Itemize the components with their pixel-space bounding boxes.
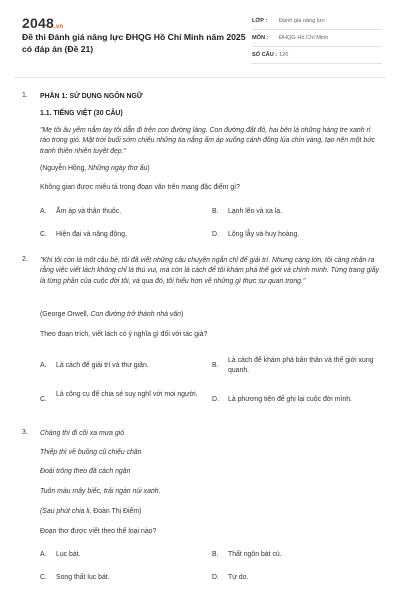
header-divider: [14, 77, 386, 78]
q3-poem-line-1: Chàng thì đi cõi xa mưa gió: [40, 430, 125, 437]
document-page: 2048.vn Đề thi Đánh giá năng lực ĐHQG Hồ Chí Minh năm 2025 có đáp án (Đề 21) LỚP : Đánh giá năng lực MÔN : ĐHQG Hồ Chí Minh SỐ CÂU : 120 1. PHẦN 1: SỬ DỤNG NGÔN NGỮ 1.1. TIẾNG VIỆT (30 CÂU) "Mẹ tôi âu yếm nắm tay tôi dẫn đi trên con đường làng. Con đường đất đỏ, hai bên là những hàng tre xanh rì rào trong gió. Mặt trời buổi sớm chiếu những tia nắng ấm áp xuống cánh đồng lúa chín vàng, tạo nên một bức tranh thiên nhiên tuyệt đẹp." (Nguyễn Hồng, Những ngày thơ ấu) Không gian được miêu tả trong đoạn văn trên mang đặc điểm gì? A. Ấm áp và thân thuộc. B. Lạnh lẽo và xa lạ. C. Hiện đại và năng động. D. Lộng lẫy và huy hoàng. 2. "Khi tôi còn là một cậu bé, tôi đã viết những câu chuyện ngắn chỉ để giải trí. Nhưng càng lớn, tôi càng nhận ra rằng việc viết lách không chỉ là thú vui, mà còn là cách để tôi khám phá thế giới và chính mình. Từng trang giấy là từng phần của cuộc đời tôi, và qua đó, tôi hiểu hơn về những gì thực sự quan trọng." (George Orwell, Con đường trở thành nhà văn) Theo đoạn trích, viết lách có ý nghĩa gì đối với tác giả? A. Là cách để giải trí và thư giãn. B. Là cách để khám phá bản thân và thế giới xung quanh. C. Là công cụ để chia sẻ suy nghĩ với mọi người. D. Là phương tiện để ghi lại cuộc đời mình. 3. Chàng thì đi cõi xa mưa gió Thiếp thì về buồng cũ chiếu chăn Đoái trông theo đã cách ngăn Tuôn màu mây biếc, trải ngàn núi xanh. (Sau phút chia li, Đoàn Thị Điểm) Đoạn thơ được viết theo thể loại nào? A. Lục bát. B. Thất ngôn bát cú. C. Song thất lục bát. D. Tự do.: [0, 0, 400, 600]
meta-key: MÔN :: [252, 35, 269, 41]
meta-table: [252, 13, 382, 64]
q3-number: 3.: [22, 429, 28, 436]
q3-question: Đoạn thơ được viết theo thể loại nào?: [40, 528, 157, 535]
meta-row-subject: [252, 30, 382, 47]
q2-number: 2.: [22, 256, 28, 263]
section-subtitle: 1.1. TIẾNG VIỆT (30 CÂU): [40, 110, 123, 117]
q2-question: Theo đoạn trích, viết lách có ý nghĩa gì đối với tác giả?: [40, 331, 208, 338]
meta-key: SỐ CÂU :: [252, 52, 278, 58]
q1-source: (Nguyễn Hồng, Những ngày thơ ấu): [40, 165, 150, 172]
meta-row-class: [252, 13, 382, 30]
site-logo[interactable]: 2048.vn: [22, 15, 64, 31]
q3-poem-line-4: Tuôn màu mây biếc, trải ngàn núi xanh.: [40, 488, 161, 495]
meta-value: 120: [279, 52, 289, 58]
q1-question: Không gian được miêu tả trong đoạn văn trên mang đặc điểm gì?: [40, 184, 240, 191]
section-number: 1.: [22, 92, 28, 99]
q3-poem-line-2: Thiếp thì về buồng cũ chiếu chăn: [40, 449, 142, 456]
q1-passage: "Mẹ tôi âu yếm nắm tay tôi dẫn đi trên con đường làng. Con đường đất đỏ, hai bên là những hàng tre xanh rì rào trong gió. Mặt trời buổi sớm chiếu những tia nắng ấm áp xuống cánh đồng lúa chín vàng, tạo nên một bức tranh thiên nhiên tuyệt đẹp.": [40, 127, 376, 155]
document-header: [0, 0, 400, 74]
meta-value: Đánh giá năng lực: [279, 18, 325, 24]
meta-row-count: [252, 47, 382, 64]
meta-value: ĐHQG Hồ Chí Minh: [279, 35, 329, 41]
q3-source: (Sau phút chia li, Đoàn Thị Điểm): [40, 508, 142, 515]
meta-key: LỚP :: [252, 18, 268, 24]
q3-poem-line-3: Đoái trông theo đã cách ngăn: [40, 468, 131, 475]
document-title: Đề thi Đánh giá năng lực ĐHQG Hồ Chí Minh năm 2025 có đáp án (Đề 21): [22, 32, 246, 54]
q2-passage: "Khi tôi còn là một cậu bé, tôi đã viết những câu chuyện ngắn chỉ để giải trí. Nhưng càng lớn, tôi càng nhận ra rằng việc viết lách không chỉ là thú vui, mà còn là cách để tôi khám phá thế giới và chính mình. Từng trang giấy là từng phần của cuộc đời tôi, và qua đó, tôi hiểu hơn về những gì thực sự quan trọng.": [40, 257, 380, 285]
section-title: PHẦN 1: SỬ DỤNG NGÔN NGỮ: [40, 93, 143, 100]
q2-source: (George Orwell, Con đường trở thành nhà văn): [40, 311, 184, 318]
